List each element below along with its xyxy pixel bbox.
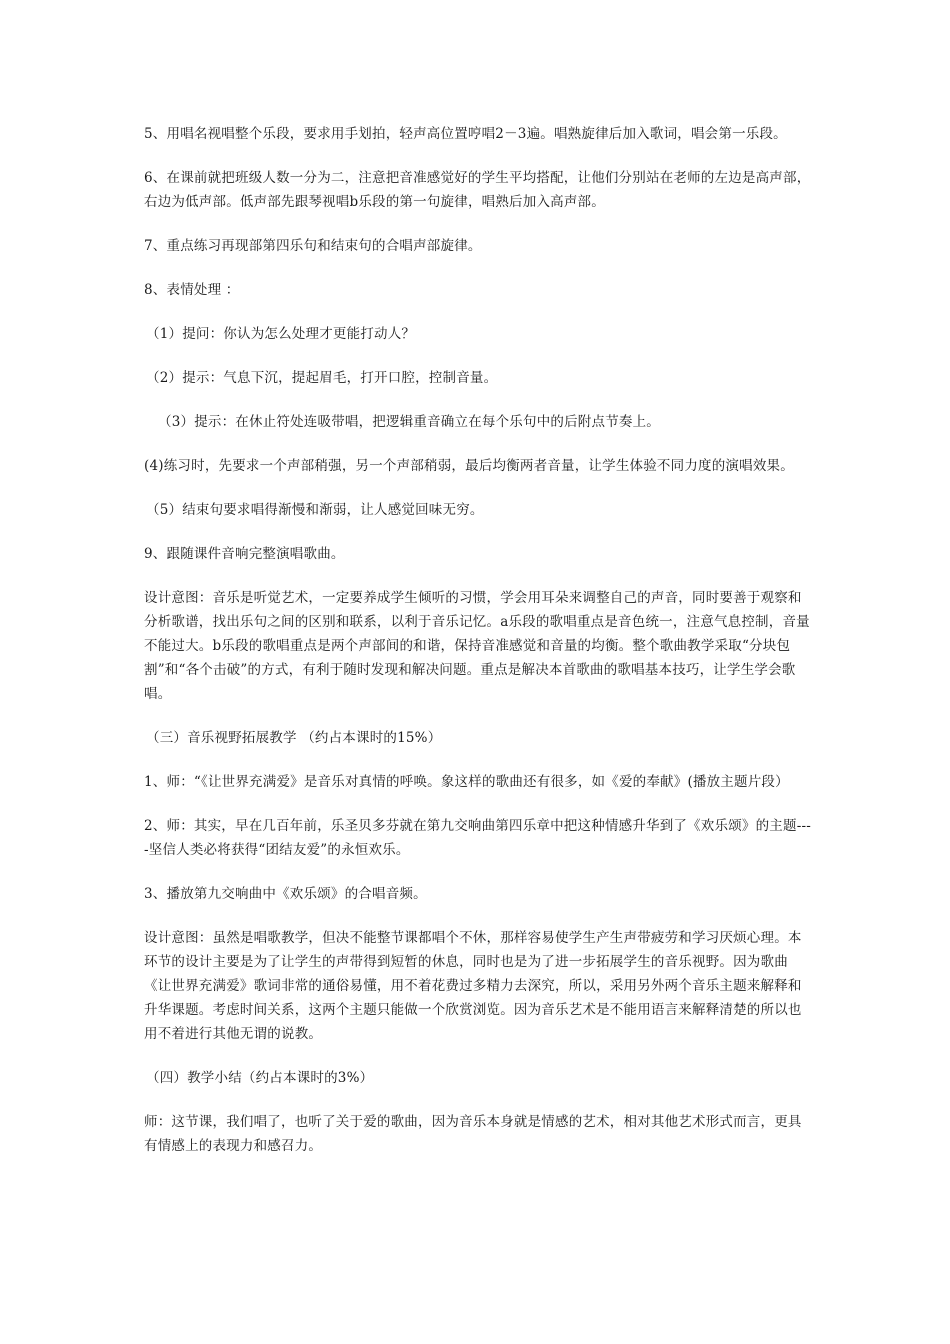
paragraph-sub-3: （3）提示：在休止符处连吸带唱，把逻辑重音确立在每个乐句中的后附点节奏上。 [158,414,660,430]
paragraph-summary: 师：这节课，我们唱了，也听了关于爱的歌曲，因为音乐本身就是情感的艺术，相对其他艺术形式而言，更具有情感上的表现力和感召力。 [144,1114,802,1154]
paragraph-teacher-2: 2、师：其实，早在几百年前，乐圣贝多芬就在第九交响曲第四乐章中把这种情感升华到了《欢乐颂》的主题----坚信人类必将获得“团结友爱”的永恒欢乐。 [144,818,811,858]
section-heading-3: （三）音乐视野拓展教学 （约占本课时的15%） [146,730,442,746]
paragraph-step-7: 7、重点练习再现部第四乐句和结束句的合唱声部旋律。 [144,238,482,254]
section-heading-4: （四）教学小结（约占本课时的3%） [146,1070,374,1086]
paragraph-step-5: 5、用唱名视唱整个乐段，要求用手划拍，轻声高位置哼唱2－3遍。唱熟旋律后加入歌词，唱会第一乐段。 [144,126,787,142]
paragraph-sub-4: (4)练习时，先要求一个声部稍强，另一个声部稍弱，最后均衡两者音量，让学生体验不同力度的演唱效果。 [144,458,794,474]
paragraph-step-9: 9、跟随课件音响完整演唱歌曲。 [144,546,345,562]
paragraph-sub-2: （2）提示：气息下沉，提起眉毛，打开口腔，控制音量。 [146,370,498,386]
paragraph-sub-5: （5）结束句要求唱得渐慢和渐弱，让人感觉回味无穷。 [146,502,484,518]
paragraph-sub-1: （1）提问：你认为怎么处理才更能打动人？ [146,326,416,342]
paragraph-step-6: 6、在课前就把班级人数一分为二，注意把音准感觉好的学生平均搭配，让他们分别站在老师的左边是高声部，右边为低声部。低声部先跟琴视唱b乐段的第一句旋律，唱熟后加入高声部。 [144,170,811,210]
paragraph-teacher-1: 1、师：“《让世界充满爱》是音乐对真情的呼唤。象这样的歌曲还有很多，如《爱的奉献》(播放主题片段） [144,774,789,790]
paragraph-play-audio: 3、播放第九交响曲中《欢乐颂》的合唱音频。 [144,886,427,902]
paragraph-design-intent-1: 设计意图：音乐是听觉艺术，一定要养成学生倾听的习惯，学会用耳朵来调整自己的声音，同时要善于观察和分析歌谱，找出乐句之间的区别和联系，以利于音乐记忆。a乐段的歌唱重点是音色统一，注意气息控制，音量不能过大。b乐段的歌唱重点是两个声部间的和谐，保持音准感觉和音量的均衡。整个歌曲教学采取“分块包割”和“各个击破”的方式，有利于随时发现和解决问题。重点是解决本首歌曲的歌唱基本技巧，让学生学会歌唱。 [144,590,810,702]
paragraph-step-8-heading: 8、表情处理 ： [144,282,240,298]
paragraph-design-intent-2: 设计意图：虽然是唱歌教学，但决不能整节课都唱个不休，那样容易使学生产生声带疲劳和学习厌烦心理。本环节的设计主要是为了让学生的声带得到短暂的休息，同时也是为了进一步拓展学生的音乐视野。因为歌曲《让世界充满爱》歌词非常的通俗易懂，用不着花费过多精力去深究，所以，采用另外两个音乐主题来解释和升华课题。考虑时间关系，这两个主题只能做一个欣赏浏览。因为音乐艺术是不能用语言来解释清楚的所以也用不着进行其他无谓的说教。 [144,930,802,1042]
document-page [144,122,812,1178]
